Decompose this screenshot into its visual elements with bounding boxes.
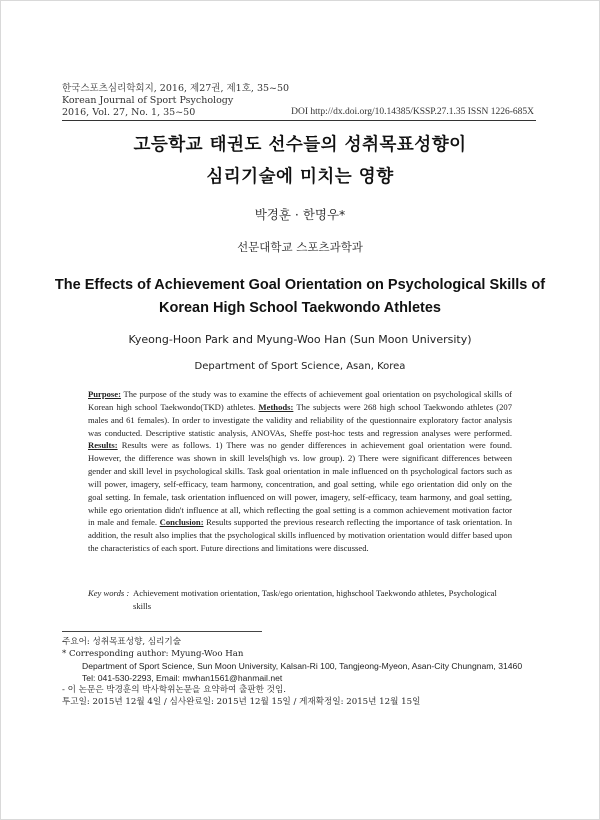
footnote-address: Department of Sport Science, Sun Moon University, Kalsan-Ri 100, Tangjeong-Myeon, Asan-City Chungnam, 31460 [82,661,523,671]
footnote-rule [62,631,262,632]
title-en-line2: Korean High School Taekwondo Athletes [159,300,441,316]
header-rule [62,120,536,121]
keywords-label: Key words : [88,588,130,598]
abstract [88,388,512,555]
authors-ko: 박경훈 · 한명우* [254,207,346,222]
footnote-dates: 투고일: 2015년 12월 4일 / 심사완료일: 2015년 12월 15일 / 게재확정일: 2015년 12월 15일 [62,697,421,707]
doi-issn: DOI http://dx.doi.org/10.14385/KSSP.27.1.35 ISSN 1226-685X [291,107,534,117]
footnote-thesis-note: - 이 논문은 박경훈의 박사학위논문을 요약하여 출판한 것임. [62,685,286,695]
abstract-purpose-text: The purpose of the study was to examine the effects of achievement goal orientation on psychological skills of Korean high school Taekwondo(TKD) athletes. [88,389,512,412]
title-en-line1: The Effects of Achievement Goal Orientation on Psychological Skills of [54,277,546,293]
volume-line: 2016, Vol. 27, No. 1, 35~50 [62,107,196,118]
abstract-conclusion-label: Conclusion: [159,517,204,528]
footnote-keywords-ko: 주요어: 성취목표성향, 심리기술 [62,637,182,647]
abstract-results-label: Results: [88,440,118,451]
department-en: Department of Sport Science, Asan, Korea [194,361,406,372]
keywords-text: Achievement motivation orientation, Task/ego orientation, highschool Taekwondo athletes, Psychological skills [133,588,497,611]
footnote-corresponding-author: * Corresponding author: Myung-Woo Han [62,649,244,659]
journal-name-en: Korean Journal of Sport Psychology [62,95,234,106]
abstract-methods-text: The subjects were 268 high school Taekwondo athletes (207 males and 61 females). In order to investigate the validity and reliability of the questionnaire exploratory factor analysis was conducted. Descriptive statistic analysis, ANOVAs, Sheffe post-hoc tests and regression analyses were performed. [88,401,513,438]
abstract-conclusion-text: Results supported the previous research reflecting the importance of task orientation. In addition, the result also implies that the psychological skills influenced by motivation orientation would differ based upon the characteristics of each sport. Future directions and limitations were discussed. [88,517,512,554]
affiliation-ko: 선문대학교 스포츠과학과 [237,240,363,254]
abstract-purpose-label: Purpose: [88,389,121,399]
title-ko-line2: 심리기술에 미치는 영향 [206,167,394,187]
title-ko-line1: 고등학교 태권도 선수들의 성취목표성향이 [133,135,467,155]
abstract-results-text: Results were as follows. 1) There was no gender differences in achievement goal orientation were found. However, the difference was shown in skill levels(high vs. low group). 2) There were significant differences between gender and skill level in psychological skills. Task goal orientation in male influenced on th psychological factors such as will power, imagery, self-efficacy, team harmony, concentration, and goal setting, while ego orientation did only on the goal setting. In female, task orientation influenced on will power, imagery, self-efficacy, team harmony, and goal setting, while ego orientation didn't influence at all, which reflecting the goal setting is a common achievement motivation factor in male and female. [88,440,512,528]
footnote-contact: Tel: 041-530-2293, Email: mwhan1561@hanmail.net [82,673,283,683]
authors-en: Kyeong-Hoon Park and Myung-Woo Han (Sun Moon University) [128,333,472,346]
abstract-methods-label: Methods: [258,401,294,412]
journal-name-ko: 한국스포츠심리학회지, 2016, 제27권, 제1호, 35~50 [62,83,290,94]
keywords [88,587,512,613]
